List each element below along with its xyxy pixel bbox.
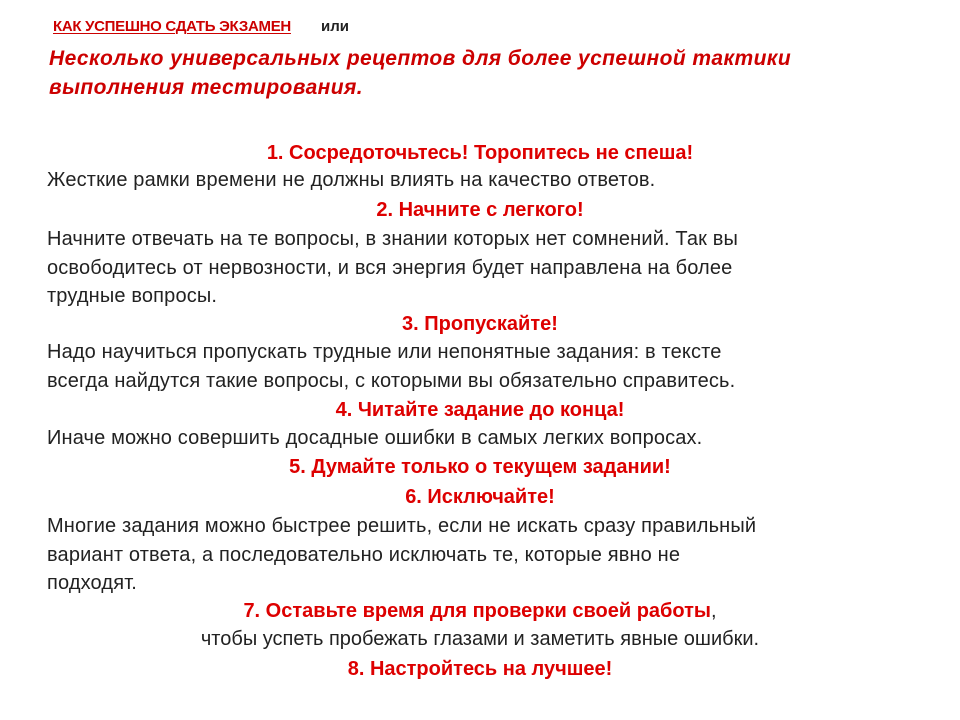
subtitle-line-1: Несколько универсальных рецептов для более успешной тактики bbox=[49, 47, 792, 70]
header-or-text: или bbox=[320, 18, 349, 35]
title-link[interactable]: КАК УСПЕШНО СДАТЬ ЭКЗАМЕН bbox=[53, 18, 291, 35]
section-6-line-3: подходят. bbox=[47, 572, 137, 594]
section-7-heading bbox=[0, 599, 960, 623]
section-2-line-3: трудные вопросы. bbox=[47, 285, 218, 307]
section-6-line-1: Многие задания можно быстрее решить, если не искать сразу правильный bbox=[47, 515, 757, 537]
section-2-line-1: Начните отвечать на те вопросы, в знании которых нет сомнений. Так вы bbox=[47, 228, 739, 250]
section-1-text bbox=[47, 166, 917, 195]
section-3-line-2: всегда найдутся такие вопросы, с которыми вы обязательно справитесь. bbox=[47, 369, 736, 392]
section-6-text bbox=[47, 512, 917, 598]
section-2-line-2: освободитесь от нервозности, и вся энергия будет направлена на более bbox=[47, 256, 733, 279]
section-3-line-1: Надо научиться пропускать трудные или непонятные задания: в тексте bbox=[47, 341, 722, 363]
section-8-heading: 8. Настройтесь на лучшее! bbox=[347, 658, 613, 680]
section-6-heading: 6. Исключайте! bbox=[405, 486, 555, 508]
section-7-text: чтобы успеть пробежать глазами и заметить явные ошибки. bbox=[200, 628, 760, 650]
section-7-heading-text: 7. Оставьте время для проверки своей работы bbox=[243, 600, 711, 622]
section-1-line-1: Жесткие рамки времени не должны влиять на качество ответов. bbox=[47, 169, 656, 191]
section-4-heading: 4. Читайте задание до конца! bbox=[335, 399, 625, 421]
section-3-heading: 3. Пропускайте! bbox=[402, 313, 558, 335]
subtitle bbox=[49, 44, 929, 102]
section-3-text bbox=[47, 338, 917, 395]
section-2-heading: 2. Начните с легкого! bbox=[376, 199, 584, 221]
subtitle-line-2: выполнения тестирования. bbox=[49, 76, 363, 99]
section-6-line-2: вариант ответа, а последовательно исключать те, которые явно не bbox=[47, 543, 681, 566]
section-4-line-1: Иначе можно совершить досадные ошибки в самых легких вопросах. bbox=[47, 427, 703, 449]
section-5-heading: 5. Думайте только о текущем задании! bbox=[289, 456, 671, 478]
section-2-text bbox=[47, 225, 917, 311]
section-7-heading-tail: , bbox=[710, 600, 717, 622]
section-4-text bbox=[47, 424, 917, 453]
header-line bbox=[53, 18, 349, 35]
section-1-heading: 1. Сосредоточьтесь! Торопитесь не спеша! bbox=[266, 142, 694, 164]
